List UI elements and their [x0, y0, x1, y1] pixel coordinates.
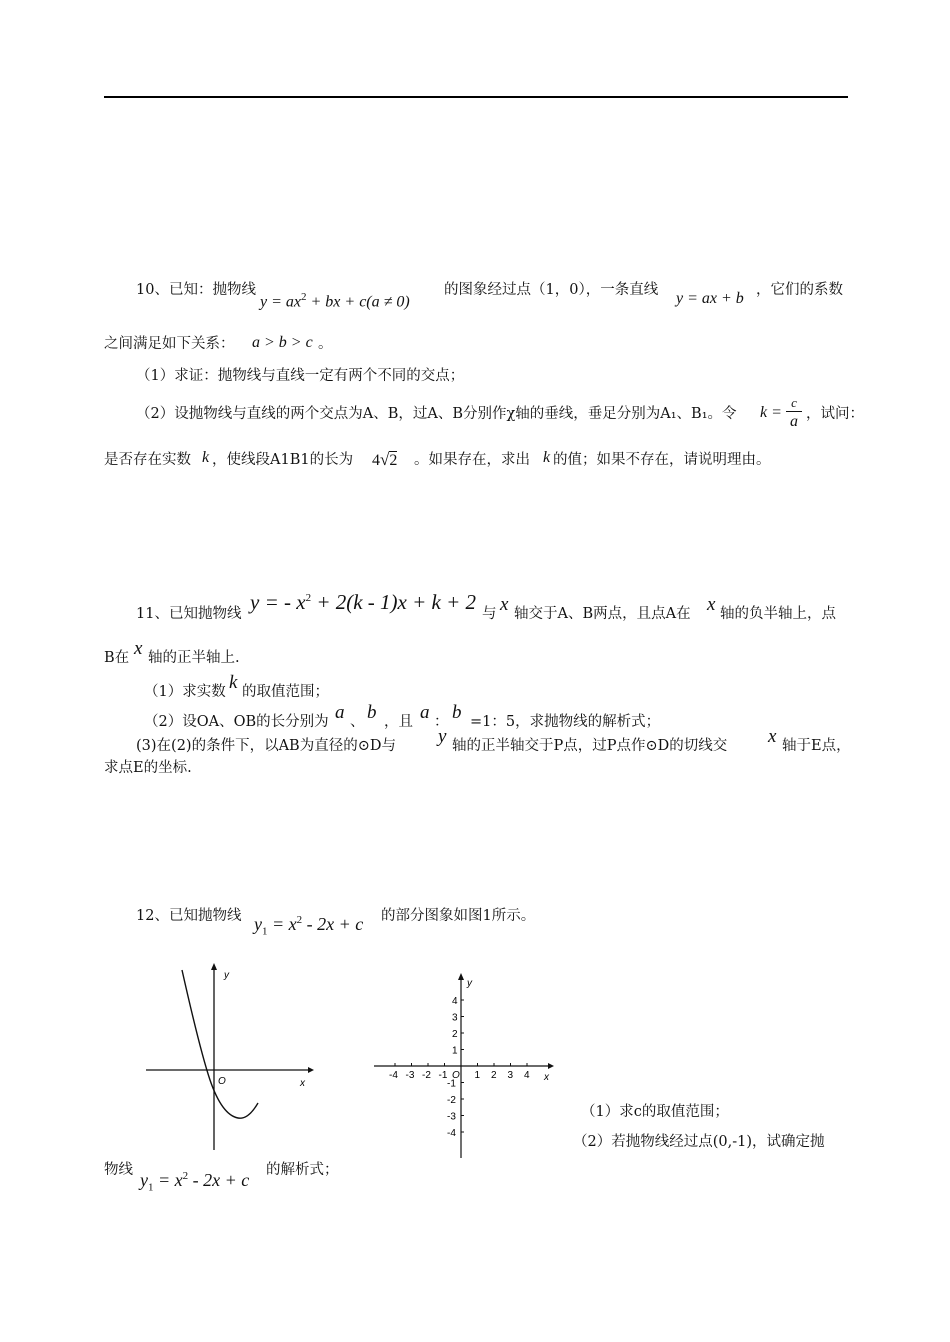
fig2-y-tick-label: -2: [447, 1095, 456, 1106]
fig2-x-tick-label: -1: [438, 1070, 448, 1081]
fig2-y-tick-label: 3: [452, 1012, 458, 1024]
fig2-x-arrow: [548, 1063, 554, 1069]
q11-with: 与: [482, 606, 497, 622]
q11-b: b: [367, 702, 377, 723]
fig2-y-tick-label: 1: [452, 1045, 458, 1057]
q11-part2-c: =1：5，求抛物线的解析式；: [470, 714, 661, 730]
q11-line1-d: 轴的负半轴上，点: [720, 606, 836, 622]
fig1-y-arrow: [211, 963, 217, 970]
q12-last-b: 的解析式；: [266, 1162, 339, 1178]
q11-part1-b: 的取值范围；: [242, 684, 329, 700]
q11-b2: b: [452, 702, 462, 723]
fig2-x-tick-label: -4: [389, 1070, 398, 1081]
q11-part2-b: ，且: [384, 714, 413, 730]
q12-line1-b: 的部分图象如图1所示。: [381, 908, 536, 924]
fig2-x-tick-label: 2: [491, 1070, 497, 1081]
q11-y: y: [438, 726, 447, 747]
fig2-x-tick-label: -2: [422, 1070, 431, 1081]
q11-part3-c: 轴于E点，: [782, 738, 851, 754]
header-rule: [104, 96, 848, 98]
q10-line4-c: 。如果存在，求出: [414, 452, 530, 468]
q10-part2: （2）设抛物线与直线的两个交点为A、B，过A、B分别作χ轴的垂线，垂足分别为A₁、B₁。令: [136, 406, 737, 422]
q11-part3-b: 轴的正半轴交于P点，过P点作⊙D的切线交: [452, 738, 728, 754]
q10-line-formula: y = ax + b: [676, 290, 744, 307]
q11-a: a: [335, 702, 345, 723]
q11-k: k: [229, 672, 238, 693]
q10-k-equals: k =: [760, 404, 782, 421]
q11-x2: x: [707, 594, 716, 615]
q10-coef-text: ，它们的系数: [756, 282, 843, 298]
figure-1-parabola: [140, 960, 315, 1156]
fig2-y-tick-label: 2: [452, 1029, 458, 1040]
q10-point-text: 的图象经过点（1，0），一条直线: [444, 282, 659, 298]
q11-part3-d: 求点E的坐标.: [104, 760, 192, 776]
q11-x3: x: [134, 638, 143, 659]
fig1-x-arrow: [308, 1067, 314, 1073]
q10-length-formula: 4√2: [372, 450, 398, 469]
q11-line2-b: 轴的正半轴上.: [148, 650, 240, 666]
fig2-x-tick-label: 3: [507, 1070, 514, 1081]
q11-intro: 11、已知抛物线: [136, 606, 242, 622]
q12-part1: （1）求c的取值范围；: [581, 1104, 729, 1120]
fig2-y-tick-label: 4: [452, 996, 458, 1007]
q10-k: k: [202, 449, 210, 466]
q12-part2: （2）若抛物线经过点(0,-1)，试确定抛: [573, 1134, 825, 1150]
fig1-curve: [182, 970, 258, 1118]
q12-intro: 12、已知抛物线: [136, 908, 242, 924]
q10-line4-d: 的值；如果不存在，请说明理由。: [553, 452, 771, 468]
q11-line2-a: B在: [104, 650, 130, 666]
q10-line4-b: ，使线段A1B1的长为: [212, 452, 354, 468]
fig1-x-label: x: [300, 1078, 305, 1089]
fig2-x-label: x: [544, 1072, 549, 1083]
figure-2-grid: [370, 970, 555, 1160]
q10-fraction-denominator: a: [790, 413, 798, 430]
q12-last-a: 物线: [104, 1162, 133, 1178]
q11-part2-a: （2）设OA、OB的长分别为: [144, 714, 329, 730]
q10-fraction-numerator: c: [791, 395, 797, 410]
q11-formula: y = - $x^2 + 2(k - 1)x + k + 2$: [250, 590, 477, 614]
q11-x1: x: [500, 594, 509, 615]
fig2-tick-labels: [389, 996, 530, 1139]
fig2-x-tick-label: 1: [474, 1070, 481, 1081]
q10-part1: （1）求证：抛物线与直线一定有两个不同的交点；: [136, 368, 465, 384]
fig2-y-tick-label: -4: [447, 1128, 456, 1139]
q11-x4: x: [768, 726, 777, 747]
q10-fraction: [786, 396, 802, 431]
q11-part1-a: （1）求实数: [144, 684, 226, 700]
q10-intro: 10、已知：抛物线: [136, 282, 256, 298]
q12-formula: $y_1 = x^2 - 2x + c$: [254, 914, 364, 938]
fig2-y-tick-label: -1: [447, 1078, 456, 1090]
fig2-x-tick-label: 4: [524, 1070, 530, 1081]
q10-question: ，试问：: [806, 406, 864, 422]
q11-a2: a: [420, 702, 430, 723]
q10-period: 。: [318, 336, 333, 352]
q12-formula-2: $y_1 = x^2 - 2x + c$: [140, 1170, 250, 1194]
q11-line1-c: 轴交于A、B两点，且点A在: [514, 606, 691, 622]
q11-colon: ：: [434, 714, 449, 730]
fig2-y-tick-label: -3: [447, 1111, 456, 1123]
q10-relation-formula: a > b > c: [252, 334, 313, 351]
fig2-origin: O: [452, 1070, 460, 1081]
fig2-y-label: y: [467, 978, 472, 989]
fig2-x-tick-label: -3: [405, 1070, 415, 1081]
q10-k2: k: [543, 449, 551, 466]
fig2-y-arrow: [458, 973, 464, 980]
q10-line4-a: 是否存在实数: [104, 452, 191, 468]
q11-sep: 、: [350, 714, 365, 730]
q10-relation-intro: 之间满足如下关系：: [104, 336, 235, 352]
q10-parabola-formula: $y = ax^2$ + bx + c(a ≠ 0): [260, 291, 410, 311]
fig1-origin: O: [218, 1076, 226, 1087]
fig1-y-label: y: [224, 970, 229, 981]
q11-part3-a: (3)在(2)的条件下，以AB为直径的⊙D与: [136, 738, 396, 754]
